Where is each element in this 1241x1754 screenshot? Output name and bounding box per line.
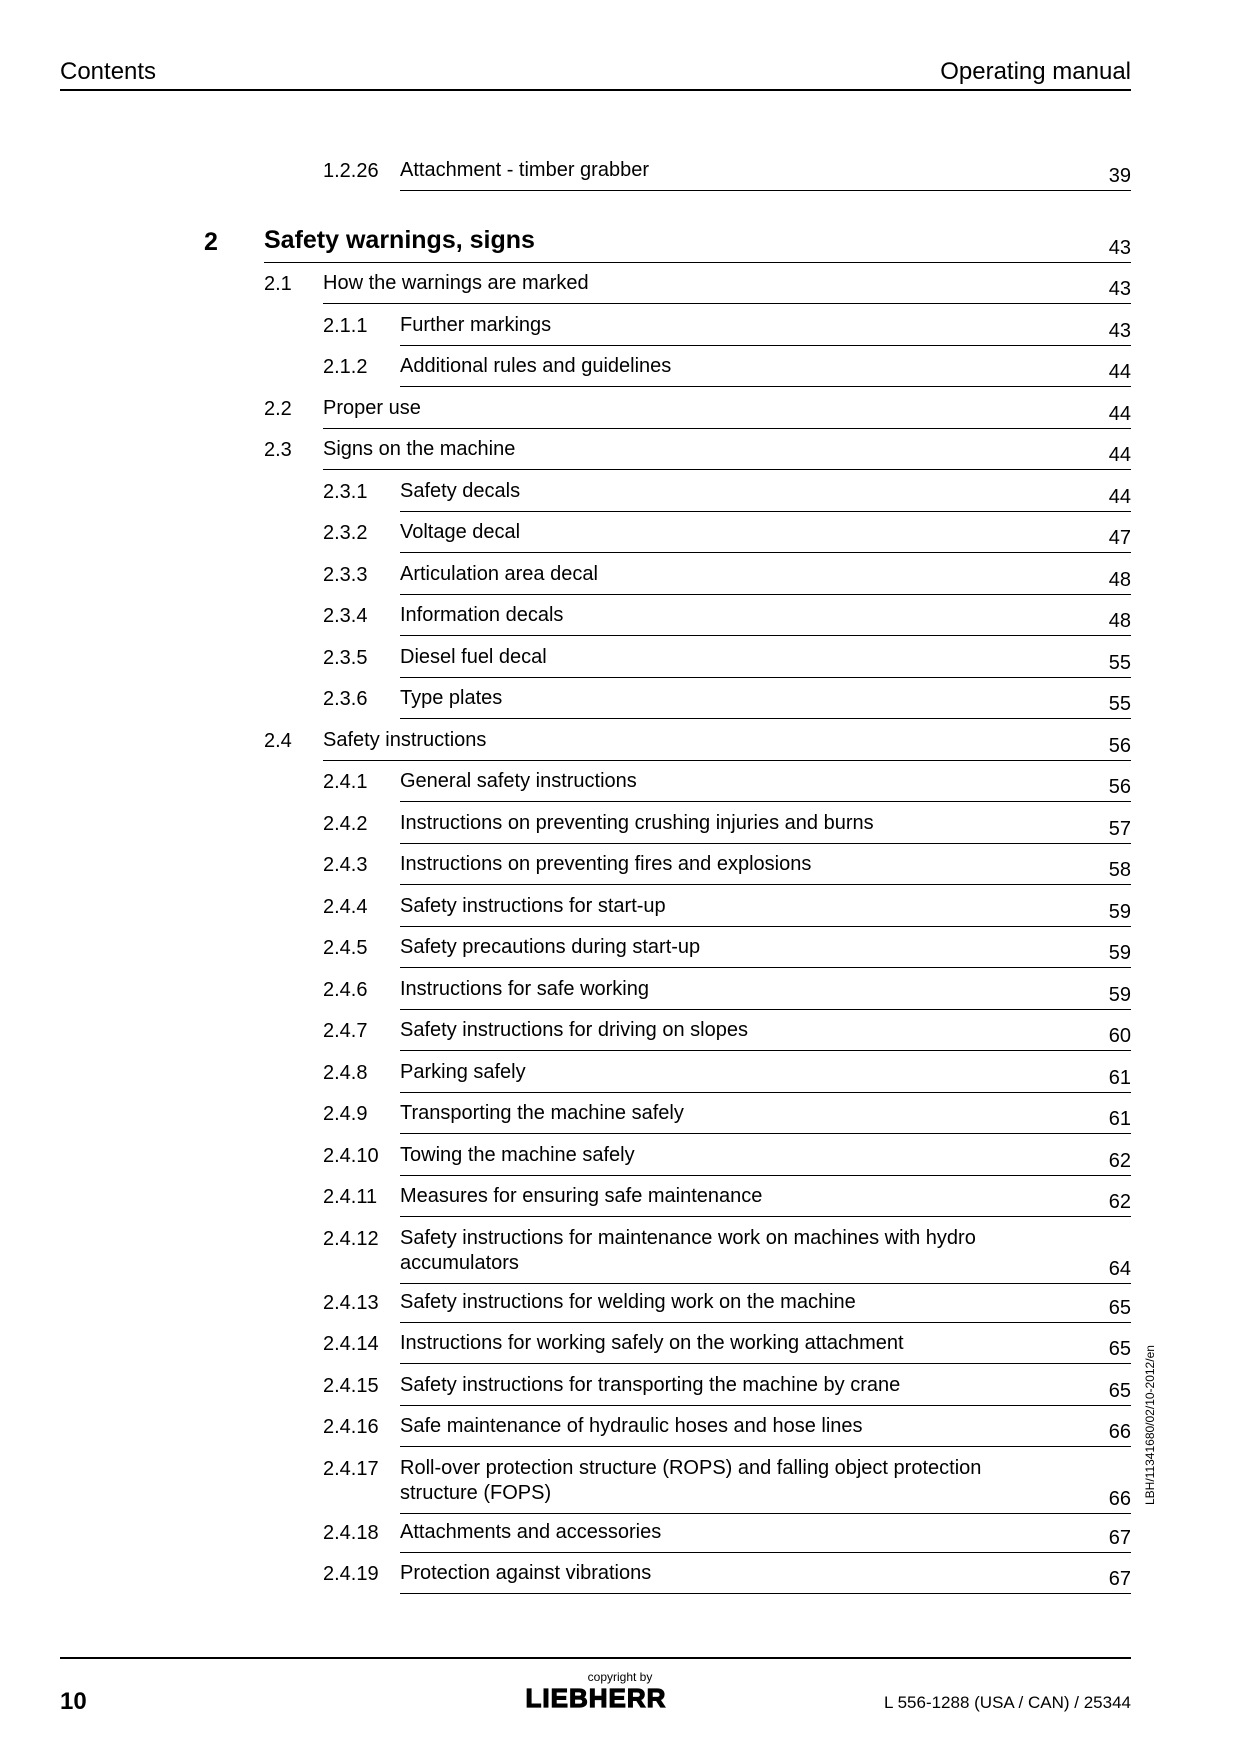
entry-underline [323, 760, 1131, 761]
entry-number: 2.4.16 [323, 1416, 379, 1438]
entry-title: Safety instructions for start-up [400, 894, 666, 917]
entry-title: Safety precautions during start-up [400, 936, 701, 958]
header-section-title: Contents [60, 58, 157, 85]
entry-underline [400, 926, 1131, 927]
entry-underline [400, 511, 1131, 512]
entry-underline [400, 1593, 1131, 1594]
entry-title: Safety instructions for transporting the machine by crane [400, 1373, 901, 1396]
entry-page: 55 [1108, 693, 1131, 715]
entry-underline [400, 1363, 1131, 1364]
entry-page: 66 [1108, 1421, 1131, 1443]
entry-underline [400, 552, 1131, 553]
entry-title: Measures for ensuring safe maintenance [400, 1185, 763, 1207]
entry-underline [400, 1175, 1131, 1176]
entry-page: 65 [1108, 1296, 1131, 1319]
entry-number: 2.4.12 [323, 1227, 379, 1250]
entry-title: Transporting the machine safely [400, 1102, 684, 1124]
page-number: 10 [60, 1688, 87, 1715]
header-manual-title: Operating manual [940, 58, 1131, 85]
entry-title: Instructions for safe working [400, 977, 649, 1000]
liebherr-logo [506, 1684, 686, 1712]
entry-number: 2.3.2 [323, 522, 368, 544]
entry-number: 2.4.9 [323, 1103, 368, 1125]
entry-number: 2.4.2 [323, 812, 368, 835]
entry-number: 2.4.1 [323, 771, 368, 793]
entry-underline [264, 262, 1131, 263]
entry-title: Type plates [400, 687, 503, 709]
entry-underline [400, 1513, 1131, 1514]
entry-underline [400, 594, 1131, 595]
entry-page: 44 [1108, 402, 1131, 425]
entry-page: 62 [1108, 1191, 1131, 1213]
entry-page: 47 [1108, 527, 1131, 549]
entry-underline [400, 1552, 1131, 1553]
entry-underline [400, 884, 1131, 885]
entry-underline [323, 428, 1131, 429]
entry-number: 2.4.18 [323, 1521, 379, 1544]
entry-page: 39 [1108, 165, 1131, 187]
entry-page: 48 [1108, 610, 1131, 632]
entry-number: 2.4.4 [323, 895, 368, 918]
entry-number: 2.2 [264, 397, 292, 420]
entry-number: 1.2.26 [323, 160, 379, 182]
entry-page: 48 [1108, 568, 1131, 591]
logo-text: LIEBHERR [525, 1684, 667, 1712]
entry-page: 61 [1108, 1066, 1131, 1089]
entry-title: Instructions on preventing fires and explosions [400, 853, 812, 875]
entry-underline [400, 1133, 1131, 1134]
entry-number: 2.3.4 [323, 605, 368, 627]
entry-title: Instructions on preventing crushing injuries and burns [400, 811, 874, 834]
entry-number: 2 [204, 227, 218, 256]
entry-title: How the warnings are marked [323, 272, 589, 294]
entry-number: 2.4.5 [323, 937, 368, 959]
entry-title: Further markings [400, 313, 552, 336]
entry-number: 2.1 [264, 273, 292, 295]
entry-title: Voltage decal [400, 521, 521, 543]
entry-title: Safety instructions for welding work on the machine [400, 1290, 856, 1313]
entry-underline [400, 190, 1131, 191]
entry-title: Articulation area decal [400, 562, 598, 585]
entry-title: Roll-over protection structure (ROPS) and falling object protection structure (FOPS) [400, 1456, 982, 1504]
entry-page: 58 [1108, 859, 1131, 881]
entry-number: 2.4 [264, 729, 292, 752]
entry-page: 57 [1108, 817, 1131, 840]
entry-page: 43 [1108, 319, 1131, 342]
entry-number: 2.4.10 [323, 1144, 379, 1167]
header-rule [60, 89, 1131, 91]
document-reference: L 556-1288 (USA / CAN) / 25344 [884, 1693, 1131, 1712]
entry-number: 2.4.8 [323, 1061, 368, 1084]
entry-title: Proper use [323, 396, 421, 419]
entry-underline [400, 386, 1131, 387]
entry-number: 2.4.15 [323, 1374, 379, 1397]
entry-page: 66 [1108, 1487, 1131, 1510]
entry-page: 55 [1108, 651, 1131, 674]
entry-page: 62 [1108, 1149, 1131, 1172]
entry-number: 2.4.7 [323, 1020, 368, 1042]
entry-number: 2.3.5 [323, 646, 368, 669]
entry-title: Diesel fuel decal [400, 645, 547, 668]
entry-title: Safety instructions [323, 728, 487, 751]
footer-rule [60, 1657, 1131, 1659]
entry-underline [400, 1216, 1131, 1217]
entry-page: 64 [1108, 1257, 1131, 1280]
entry-number: 2.1.2 [323, 356, 368, 378]
entry-page: 43 [1108, 236, 1131, 259]
entry-underline [400, 1092, 1131, 1093]
entry-title: Information decals [400, 604, 564, 626]
entry-underline [400, 1446, 1131, 1447]
entry-title: Safe maintenance of hydraulic hoses and hose lines [400, 1415, 863, 1437]
entry-title: Towing the machine safely [400, 1143, 635, 1166]
entry-page: 59 [1108, 900, 1131, 923]
entry-title: Safety warnings, signs [264, 225, 535, 254]
entry-page: 44 [1108, 361, 1131, 383]
entry-underline [323, 469, 1131, 470]
entry-page: 56 [1108, 734, 1131, 757]
entry-page: 59 [1108, 942, 1131, 964]
entry-title: General safety instructions [400, 770, 637, 792]
entry-title: Parking safely [400, 1060, 526, 1083]
entry-title: Safety decals [400, 479, 521, 502]
entry-page: 44 [1108, 444, 1131, 466]
entry-underline [400, 1283, 1131, 1284]
entry-title: Additional rules and guidelines [400, 355, 672, 377]
entry-number: 2.4.17 [323, 1457, 379, 1480]
entry-underline [400, 677, 1131, 678]
entry-page: 65 [1108, 1379, 1131, 1402]
entry-page: 59 [1108, 983, 1131, 1006]
entry-underline [400, 635, 1131, 636]
entry-number: 2.4.3 [323, 854, 368, 876]
entry-page: 60 [1108, 1025, 1131, 1047]
entry-underline [400, 801, 1131, 802]
entry-underline [400, 1405, 1131, 1406]
entry-page: 65 [1108, 1338, 1131, 1360]
entry-underline [400, 843, 1131, 844]
entry-number: 2.3.3 [323, 563, 368, 586]
entry-page: 67 [1108, 1568, 1131, 1590]
document-code: LBH/11341680/02/10-2012/en [1143, 1345, 1157, 1505]
entry-page: 44 [1108, 485, 1131, 508]
entry-underline [400, 1009, 1131, 1010]
entry-underline [400, 718, 1131, 719]
entry-underline [400, 967, 1131, 968]
entry-underline [323, 303, 1131, 304]
entry-title: Attachments and accessories [400, 1520, 662, 1543]
entry-number: 2.3.6 [323, 688, 368, 710]
entry-underline [400, 1322, 1131, 1323]
entry-title: Safety instructions for driving on slopes [400, 1019, 748, 1041]
entry-title: Safety instructions for maintenance work on machines with hydro accumulators [400, 1226, 976, 1274]
entry-underline [400, 1050, 1131, 1051]
entry-title: Protection against vibrations [400, 1562, 652, 1584]
copyright-text: copyright by [587, 1670, 653, 1684]
entry-page: 56 [1108, 776, 1131, 798]
entry-page: 61 [1108, 1108, 1131, 1130]
entry-number: 2.4.19 [323, 1563, 379, 1585]
entry-number: 2.4.6 [323, 978, 368, 1001]
entry-number: 2.4.11 [323, 1186, 378, 1208]
entry-page: 67 [1108, 1526, 1131, 1549]
entry-number: 2.4.13 [323, 1291, 379, 1314]
entry-title: Instructions for working safely on the working attachment [400, 1332, 904, 1354]
entry-title: Attachment - timber grabber [400, 159, 649, 181]
entry-page: 43 [1108, 278, 1131, 300]
entry-number: 2.3.1 [323, 480, 368, 503]
entry-number: 2.1.1 [323, 314, 368, 337]
entry-number: 2.4.14 [323, 1333, 379, 1355]
entry-underline [400, 345, 1131, 346]
entry-number: 2.3 [264, 439, 292, 461]
entry-title: Signs on the machine [323, 438, 516, 460]
